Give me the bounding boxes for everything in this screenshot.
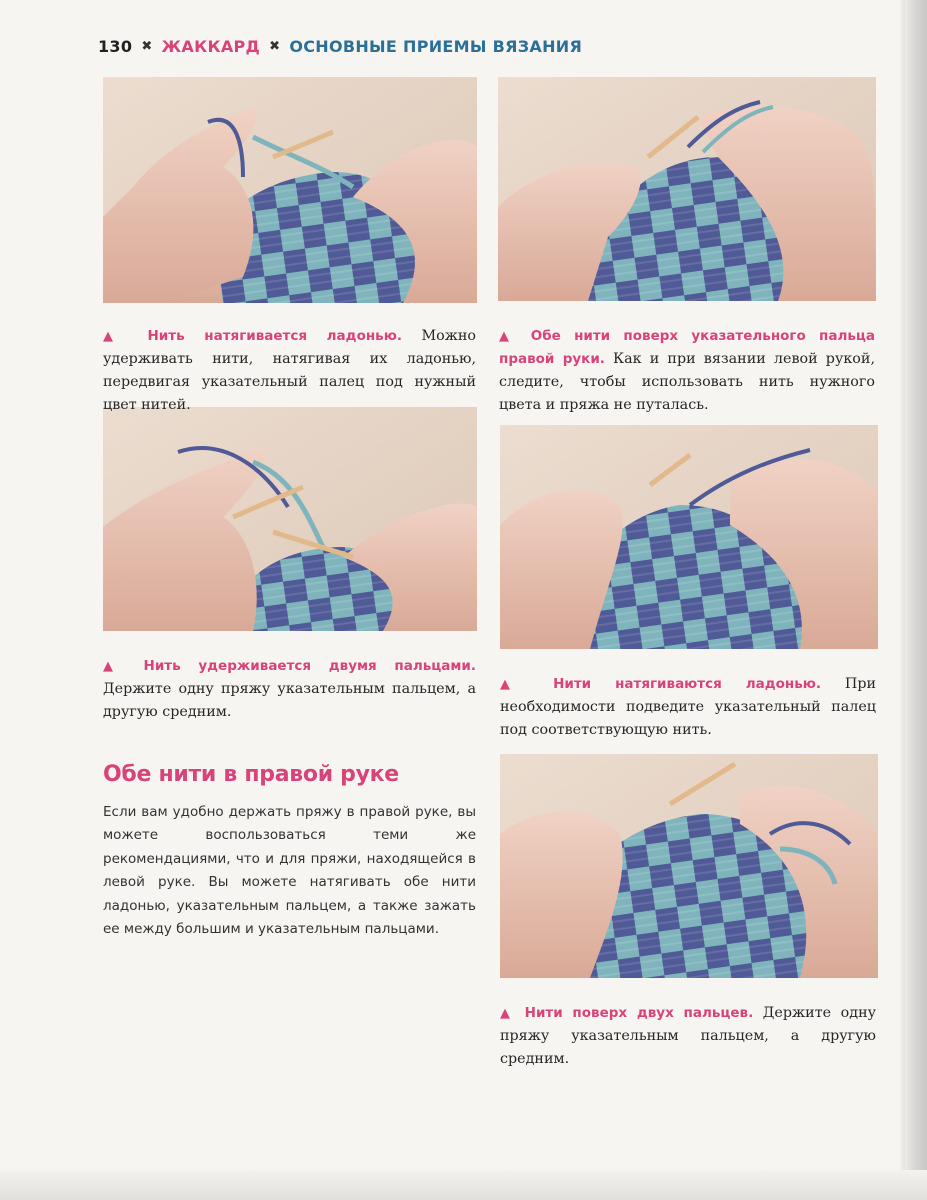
triangle-marker-icon: ▲	[500, 1006, 516, 1021]
caption-two-fingers-right	[500, 1002, 876, 1071]
caption-text: Можно удерживать нити, натягивая их ладонью, передвигая указательный палец под нужный цвет нитей.	[103, 328, 477, 413]
caption-lead: Нить удерживается двумя пальцами.	[143, 658, 477, 674]
page-number: 130	[98, 36, 133, 56]
caption-index-finger-right	[499, 325, 875, 417]
caption-text: Держите одну пряжу указательным пальцем, а другую средним.	[500, 1005, 877, 1067]
page-edge	[905, 0, 927, 1200]
triangle-marker-icon: ▲	[103, 659, 126, 674]
photo-two-fingers-left	[103, 407, 477, 631]
triangle-marker-icon: ▲	[500, 677, 530, 692]
caption-lead: Обе нити поверх указательного пальца правой руки.	[499, 328, 876, 367]
section-header: ОСНОВНЫЕ ПРИЕМЫ ВЯЗАНИЯ	[289, 36, 583, 56]
caption-palm-tension-left	[103, 325, 476, 417]
separator-icon: ✖	[269, 38, 281, 54]
caption-lead: Нити натягиваются ладонью.	[553, 676, 822, 692]
caption-lead: Нить натягивается ладонью.	[147, 328, 402, 344]
photo-palm-tension-right	[500, 425, 878, 649]
photo-palm-tension-left	[103, 77, 477, 303]
caption-two-fingers-left	[103, 655, 476, 724]
page-bottom-shadow	[0, 1170, 927, 1200]
section-body: Если вам удобно держать пряжу в правой руке, вы можете воспользоваться теми же рекомендациями, что и для пряжи, находящейся в левой руке. Вы можете натягивать обе нити ладонью, указательным пальцем, а также зажать ее между большим и указательным пальцами.	[103, 804, 476, 938]
separator-icon: ✖	[141, 38, 153, 54]
caption-palm-tension-right	[500, 673, 876, 742]
photo-index-finger-right	[498, 77, 876, 301]
caption-text: Держите одну пряжу указательным пальцем, а другую средним.	[103, 681, 476, 720]
triangle-marker-icon: ▲	[499, 329, 518, 344]
caption-text: Как и при вязании левой рукой, следите, чтобы использовать нить нужного цвета и пряжа не путалась.	[499, 351, 875, 413]
caption-text: При необходимости подведите указательный палец под соответствующую нить.	[500, 676, 876, 738]
caption-lead: Нити поверх двух пальцев.	[524, 1005, 754, 1021]
chapter-title: ЖАККАРД	[161, 36, 261, 56]
running-head	[98, 34, 582, 58]
triangle-marker-icon: ▲	[103, 329, 128, 344]
photo-two-fingers-right	[500, 754, 878, 978]
section-title: Обе нити в правой руке	[103, 762, 399, 787]
